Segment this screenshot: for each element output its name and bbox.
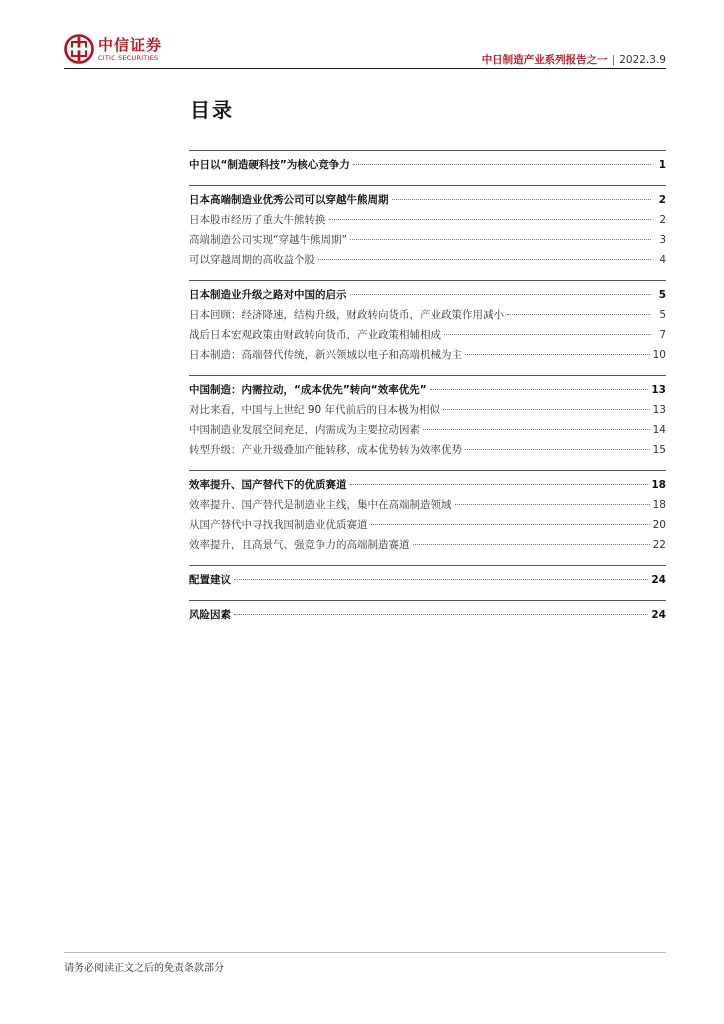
toc-dot-leader <box>465 449 650 450</box>
toc-entry-label: 日本回顾：经济降速，结构升级，财政转向货币，产业政策作用减小 <box>189 309 504 321</box>
toc-subsection-entry[interactable] <box>189 517 666 537</box>
toc-section <box>189 470 666 557</box>
header-divider <box>64 68 666 69</box>
toc-dot-leader <box>423 429 650 430</box>
toc-subsection-entry[interactable] <box>189 422 666 442</box>
toc-subsection-entry[interactable] <box>189 252 666 272</box>
toc-page-number: 22 <box>652 539 666 551</box>
toc-section <box>189 375 666 462</box>
footer-divider <box>64 952 666 953</box>
toc-entry-label: 中日以“制造硬科技”为核心竞争力 <box>189 159 350 171</box>
disclaimer-footer: 请务必阅读正文之后的免责条款部分 <box>64 963 224 974</box>
toc-page-number: 3 <box>659 234 666 246</box>
toc-subsection-entry[interactable] <box>189 212 666 232</box>
toc-entry-label: 配置建议 <box>189 574 231 586</box>
toc-subsection-entry[interactable] <box>189 347 666 367</box>
toc-entry-label: 可以穿越周期的高收益个股 <box>189 254 315 266</box>
toc-dot-leader <box>350 294 652 295</box>
report-series: 中日制造产业系列报告之一 <box>481 54 608 66</box>
company-logo <box>64 34 162 64</box>
toc-dot-leader <box>413 544 650 545</box>
toc-section <box>189 280 666 367</box>
toc-chapter-entry[interactable] <box>189 607 666 627</box>
toc-entry-label: 中国制造：内需拉动，“成本优先”转向“效率优先” <box>189 384 427 396</box>
toc-entry-label: 风险因素 <box>189 609 231 621</box>
toc-entry-label: 日本高端制造业优秀公司可以穿越牛熊周期 <box>189 194 389 206</box>
toc-dot-leader <box>234 579 648 580</box>
toc-page-number: 2 <box>659 214 666 226</box>
toc-page-number: 10 <box>652 349 666 361</box>
toc-entry-label: 效率提升、国产替代下的优质赛道 <box>189 479 347 491</box>
toc-dot-leader <box>455 504 650 505</box>
toc-subsection-entry[interactable] <box>189 442 666 462</box>
toc-page-number: 18 <box>652 499 666 511</box>
toc-subsection-entry[interactable] <box>189 232 666 252</box>
toc-subsection-entry[interactable] <box>189 307 666 327</box>
toc-entry-label: 效率提升、国产替代是制造业主线，集中在高端制造领域 <box>189 499 452 511</box>
toc-chapter-entry[interactable] <box>189 287 666 307</box>
toc-dot-leader <box>443 409 650 410</box>
toc-entry-label: 效率提升，且高景气、强竞争力的高端制造赛道 <box>189 539 410 551</box>
toc-dot-leader <box>430 389 649 390</box>
toc-dot-leader <box>465 354 650 355</box>
toc-page-number: 24 <box>651 609 666 621</box>
toc-page-number: 1 <box>658 159 666 171</box>
toc-chapter-entry[interactable] <box>189 157 666 177</box>
toc-section <box>189 150 666 177</box>
header-separator: | <box>611 54 616 66</box>
toc-dot-leader <box>392 199 652 200</box>
toc-subsection-entry[interactable] <box>189 327 666 347</box>
toc-page-number: 24 <box>651 574 666 586</box>
toc-page-number: 14 <box>652 424 666 436</box>
toc-subsection-entry[interactable] <box>189 497 666 517</box>
toc-entry-label: 日本股市经历了重大牛熊转换 <box>189 214 326 226</box>
toc-page-number: 18 <box>651 479 666 491</box>
toc-entry-label: 日本制造业升级之路对中国的启示 <box>189 289 347 301</box>
toc-page-number: 5 <box>659 309 666 321</box>
toc-page-number: 15 <box>652 444 666 456</box>
page-title: 目录 <box>190 98 234 122</box>
toc-chapter-entry[interactable] <box>189 192 666 212</box>
toc-chapter-entry[interactable] <box>189 572 666 592</box>
toc-entry-label: 对比来看，中国与上世纪 90 年代前后的日本极为相似 <box>189 404 441 416</box>
toc-page-number: 20 <box>652 519 666 531</box>
header-report-info <box>482 52 666 67</box>
toc-section <box>189 600 666 627</box>
toc-page-number: 13 <box>651 384 666 396</box>
toc-page-number: 4 <box>659 254 666 266</box>
toc-dot-leader <box>444 334 651 335</box>
toc-entry-label: 中国制造业发展空间充足，内需成为主要拉动因素 <box>189 424 420 436</box>
toc-page-number: 13 <box>652 404 666 416</box>
table-of-contents <box>189 150 666 635</box>
toc-page-number: 5 <box>658 289 666 301</box>
toc-chapter-entry[interactable] <box>189 382 666 402</box>
toc-subsection-entry[interactable] <box>189 402 666 422</box>
toc-dot-leader <box>350 484 649 485</box>
toc-entry-label: 高端制造公司实现“穿越牛熊周期” <box>189 234 347 246</box>
citic-logo-icon <box>64 34 94 64</box>
toc-entry-label: 从国产替代中寻找我国制造业优质赛道 <box>189 519 368 531</box>
report-date: 2022.3.9 <box>619 54 666 66</box>
toc-subsection-entry[interactable] <box>189 537 666 557</box>
toc-dot-leader <box>329 219 652 220</box>
toc-section <box>189 565 666 592</box>
toc-entry-label: 战后日本宏观政策由财政转向货币，产业政策相辅相成 <box>189 329 441 341</box>
toc-dot-leader <box>507 314 651 315</box>
logo-english-name: CITIC SECURITIES <box>98 53 159 62</box>
toc-dot-leader <box>318 259 651 260</box>
toc-dot-leader <box>234 614 648 615</box>
toc-entry-label: 转型升级：产业升级叠加产能转移，成本优势转为效率优势 <box>189 444 462 456</box>
toc-entry-label: 日本制造：高端替代传统，新兴领域以电子和高端机械为主 <box>189 349 462 361</box>
toc-page-number: 2 <box>658 194 666 206</box>
toc-dot-leader <box>371 524 650 525</box>
toc-dot-leader <box>350 239 651 240</box>
toc-section <box>189 185 666 272</box>
toc-dot-leader <box>353 164 651 165</box>
logo-chinese-name: 中信证券 <box>98 35 163 54</box>
toc-chapter-entry[interactable] <box>189 477 666 497</box>
toc-page-number: 7 <box>659 329 666 341</box>
